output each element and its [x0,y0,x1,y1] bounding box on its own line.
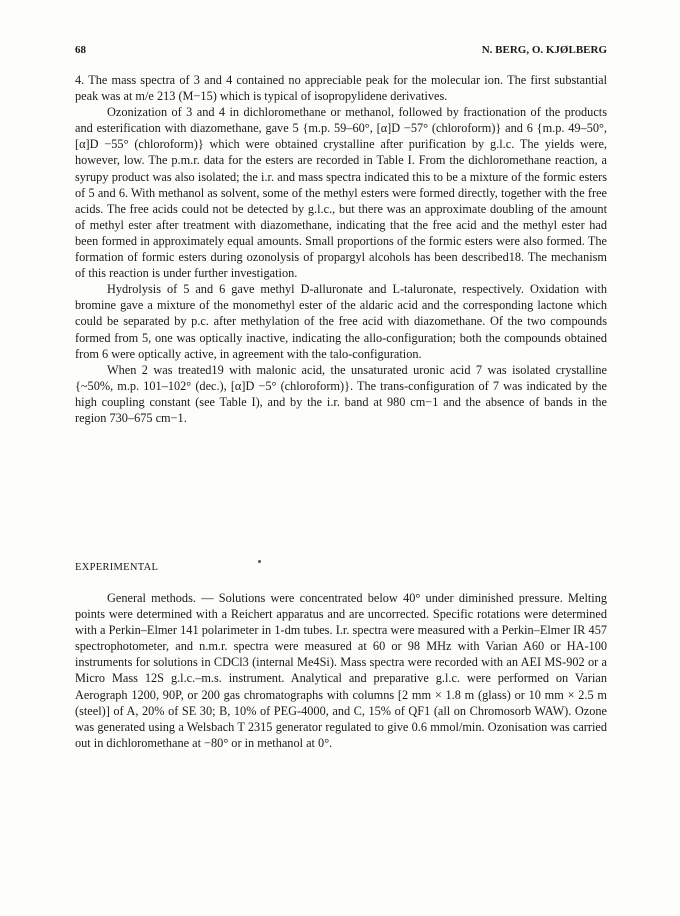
running-header [75,44,607,56]
paragraph-hydrolysis: Hydrolysis of 5 and 6 gave methyl D-alluronate and L-taluronate, respectively. Oxidation with bromine gave a mixture of the monomethyl ester of the aldaric acid and the corresponding lactone which could be separated by p.c. after methylation of the free acid with diazomethane. Of the two compounds formed from 5, one was optically inactive, indicating the allo-configuration; both the compounds obtained from 6 were optically active, in agreement with the talo-configuration. [75,282,607,361]
running-authors: N. BERG, O. KJØLBERG [481,44,607,56]
paragraph-malonic-acid: When 2 was treated19 with malonic acid, the unsaturated uronic acid 7 was isolated crystalline {~50%, m.p. 101–102° (dec.), [α]D −5° (chloroform)}. The trans-configuration of 7 was indicated by the high coupling constant (see Table I), and by the i.r. band at 980 cm−1 and the absence of bands in the region 730–675 cm−1. [75,362,607,425]
experimental-text [75,590,607,751]
results-discussion-text [75,72,607,426]
paragraph-general-methods: General methods. — Solutions were concentrated below 40° under diminished pressure. Melting points were determined with a Reichert apparatus and are uncorrected. Specific rotations were determined with a Perkin–Elmer 141 polarimeter in 1-dm tubes. I.r. spectra were measured with a Perkin–Elmer IR 457 spectrophotometer, and n.m.r. spectra were measured at 60 or 98 MHz with Varian A60 or HA-100 instruments for solutions in CDCl3 (internal Me4Si). Mass spectra were recorded with an AEI MS-902 or a Micro Mass 12S g.l.c.–m.s. instrument. Analytical and preparative g.l.c. were performed on Varian Aerograph 1200, 90P, or 200 gas chromatographs with columns [2 mm × 1.8 m (glass) or 10 mm × 2.5 m (steel)] of A, 20% of SE 30; B, 10% of PEG-4000, and C, 15% of QF1 (all on Chromosorb WAW). Ozone was generated using a Welsbach T 2315 generator regulated to give 0.6 mmol/min. Ozonisation was carried out in dichloromethane at −80° or in methanol at 0°. [75,591,607,750]
paragraph-mass-spectra: 4. The mass spectra of 3 and 4 contained no appreciable peak for the molecular ion. The first substantial peak was at m/e 213 (M−15) which is typical of isopropylidene derivatives. [75,73,607,104]
page-number: 68 [75,44,86,56]
section-heading-experimental: EXPERIMENTAL [75,562,159,573]
paragraph-ozonization: Ozonization of 3 and 4 in dichloromethane or methanol, followed by fractionation of the products and esterification with diazomethane, gave 5 {m.p. 59–60°, [α]D −57° (chloroform)} and 6 {m.p. 49–50°, [α]D −55° (chloroform)} which were obtained crystalline after purification by g.l.c. The yields were, however, low. The p.m.r. data for the esters are recorded in Table I. From the dichloromethane reaction, a syrupy product was also isolated; the i.r. and mass spectra indicated this to be a mixture of the formic esters of 5 and 6. With methanol as solvent, some of the methyl esters were formed directly, together with the free acids. The free acids could not be detected by g.l.c., but there was an approximate doubling of the amount of methyl ester after treatment with diazomethane, indicating that the free acid and the methyl ester had been formed in approximately equal amounts. Small proportions of the formic esters were also formed. The formation of formic esters during ozonolysis of propargyl alcohols has been described18. The mechanism of this reaction is under further investigation. [75,105,607,281]
stray-mark [258,560,261,563]
